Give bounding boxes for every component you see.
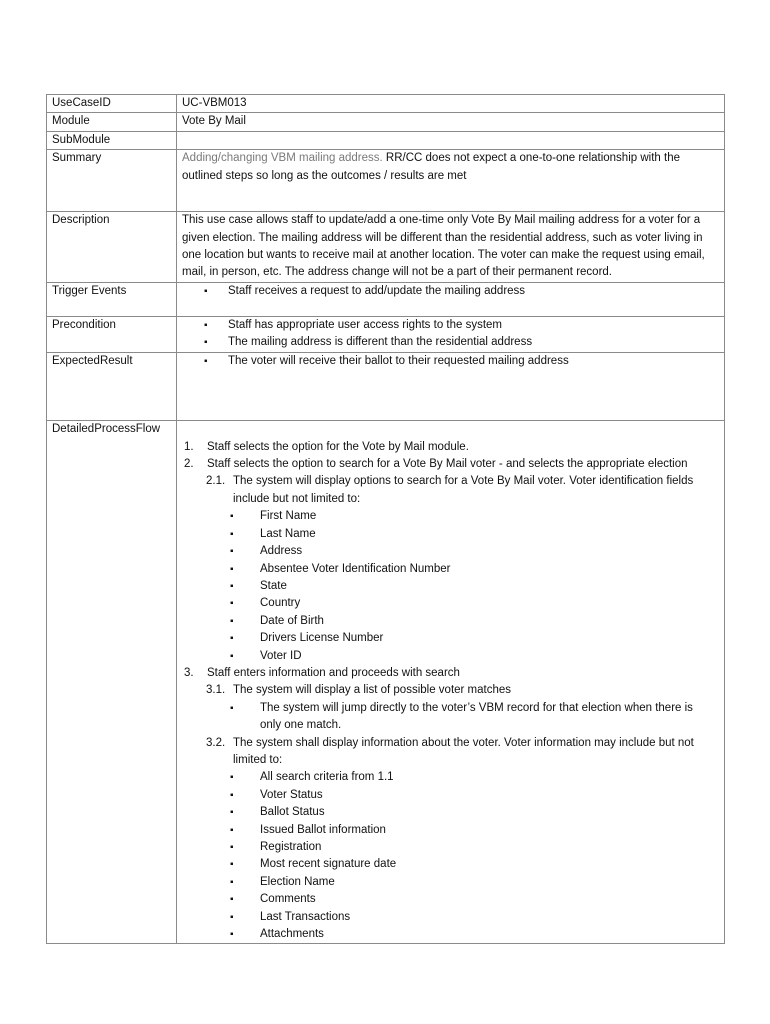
flow-step-2-1: 2.1. The system will display options to search for a Vote By Mail voter. Voter identification fields include but not limited to:	[206, 475, 694, 505]
list-item: ▪ All search criteria from 1.1	[184, 769, 719, 786]
label-expected: ExpectedResult	[47, 352, 177, 420]
row-submodule	[47, 131, 725, 149]
value-flow	[177, 420, 725, 944]
summary-gray-text: Adding/changing VBM mailing address.	[182, 152, 383, 165]
voter-info-list	[184, 769, 719, 943]
process-flow-list	[184, 439, 719, 474]
row-precondition	[47, 316, 725, 352]
value-summary	[177, 150, 725, 212]
list-item: ▪ Issued Ballot information	[184, 822, 719, 839]
row-usecase-id	[47, 95, 725, 113]
list-item: ▪ Registration	[184, 839, 719, 856]
list-item: ▪ Absentee Voter Identification Number	[184, 561, 719, 578]
row-trigger	[47, 282, 725, 316]
row-summary	[47, 150, 725, 212]
list-item: ▪ Drivers License Number	[184, 630, 719, 647]
use-case-document	[46, 94, 725, 944]
flow-step-3-1: 3.1. The system will display a list of possible voter matches	[206, 684, 512, 697]
list-item: ▪ Comments	[184, 891, 719, 908]
label-trigger: Trigger Events	[47, 282, 177, 316]
trigger-list	[182, 283, 719, 300]
list-item: ▪ The voter will receive their ballot to their requested mailing address	[182, 353, 719, 370]
label-usecase-id: UseCaseID	[47, 95, 177, 113]
list-item: ▪ The mailing address is different than the residential address	[182, 334, 719, 351]
list-item: ▪ Attachments	[184, 926, 719, 943]
row-flow	[47, 420, 725, 944]
search-fields-list	[184, 508, 719, 665]
expected-list	[182, 353, 719, 370]
list-item: ▪ Most recent signature date	[184, 856, 719, 873]
value-expected	[177, 352, 725, 420]
list-item: ▪ Election Name	[184, 874, 719, 891]
label-flow: DetailedProcessFlow	[47, 420, 177, 944]
list-item: ▪ Staff has appropriate user access rights to the system	[182, 317, 719, 334]
value-trigger	[177, 282, 725, 316]
list-item: ▪ Ballot Status	[184, 804, 719, 821]
list-item: ▪ Last Transactions	[184, 909, 719, 926]
list-item: ▪ Voter ID	[184, 648, 719, 665]
value-usecase-id: UC-VBM013	[177, 95, 725, 113]
label-precondition: Precondition	[47, 316, 177, 352]
flow-step-1: 1. Staff selects the option for the Vote by Mail module.	[184, 440, 469, 453]
summary-text: RR/CC does not expect a one-to-one relationship with the outlined steps so long as the outcomes / results are met	[182, 152, 680, 182]
match-list	[184, 700, 719, 735]
list-item: ▪ The system will jump directly to the voter’s VBM record for that election when there is only one match.	[184, 700, 719, 735]
row-expected	[47, 352, 725, 420]
list-item: ▪ Country	[184, 595, 719, 612]
list-item: ▪ Voter Status	[184, 787, 719, 804]
process-flow-list-cont	[184, 665, 719, 682]
list-item: ▪ Last Name	[184, 526, 719, 543]
row-module	[47, 113, 725, 131]
label-summary: Summary	[47, 150, 177, 212]
value-module: Vote By Mail	[177, 113, 725, 131]
label-module: Module	[47, 113, 177, 131]
label-description: Description	[47, 212, 177, 283]
flow-step-3-2: 3.2. The system shall display information about the voter. Voter information may include but not limited to:	[206, 736, 694, 766]
value-submodule	[177, 131, 725, 149]
use-case-table	[46, 94, 725, 944]
value-precondition	[177, 316, 725, 352]
label-submodule: SubModule	[47, 131, 177, 149]
flow-step-2: 2. Staff selects the option to search for a Vote By Mail voter - and selects the appropriate election	[184, 458, 688, 471]
list-item: ▪ Staff receives a request to add/update the mailing address	[182, 283, 719, 300]
list-item: ▪ First Name	[184, 508, 719, 525]
precondition-list	[182, 317, 719, 352]
list-item: ▪ State	[184, 578, 719, 595]
list-item: ▪ Date of Birth	[184, 613, 719, 630]
list-item: ▪ Address	[184, 543, 719, 560]
row-description	[47, 212, 725, 283]
value-description: This use case allows staff to update/add a one-time only Vote By Mail mailing address for a voter for a given election. The mailing address will be different than the residential address, such as voter living in one location but wants to receive mail at another location. The voter can make the request using email, mail, in person, etc. The address change will not be a part of their permanent record.	[177, 212, 725, 283]
flow-step-3: 3. Staff enters information and proceeds with search	[184, 666, 460, 679]
